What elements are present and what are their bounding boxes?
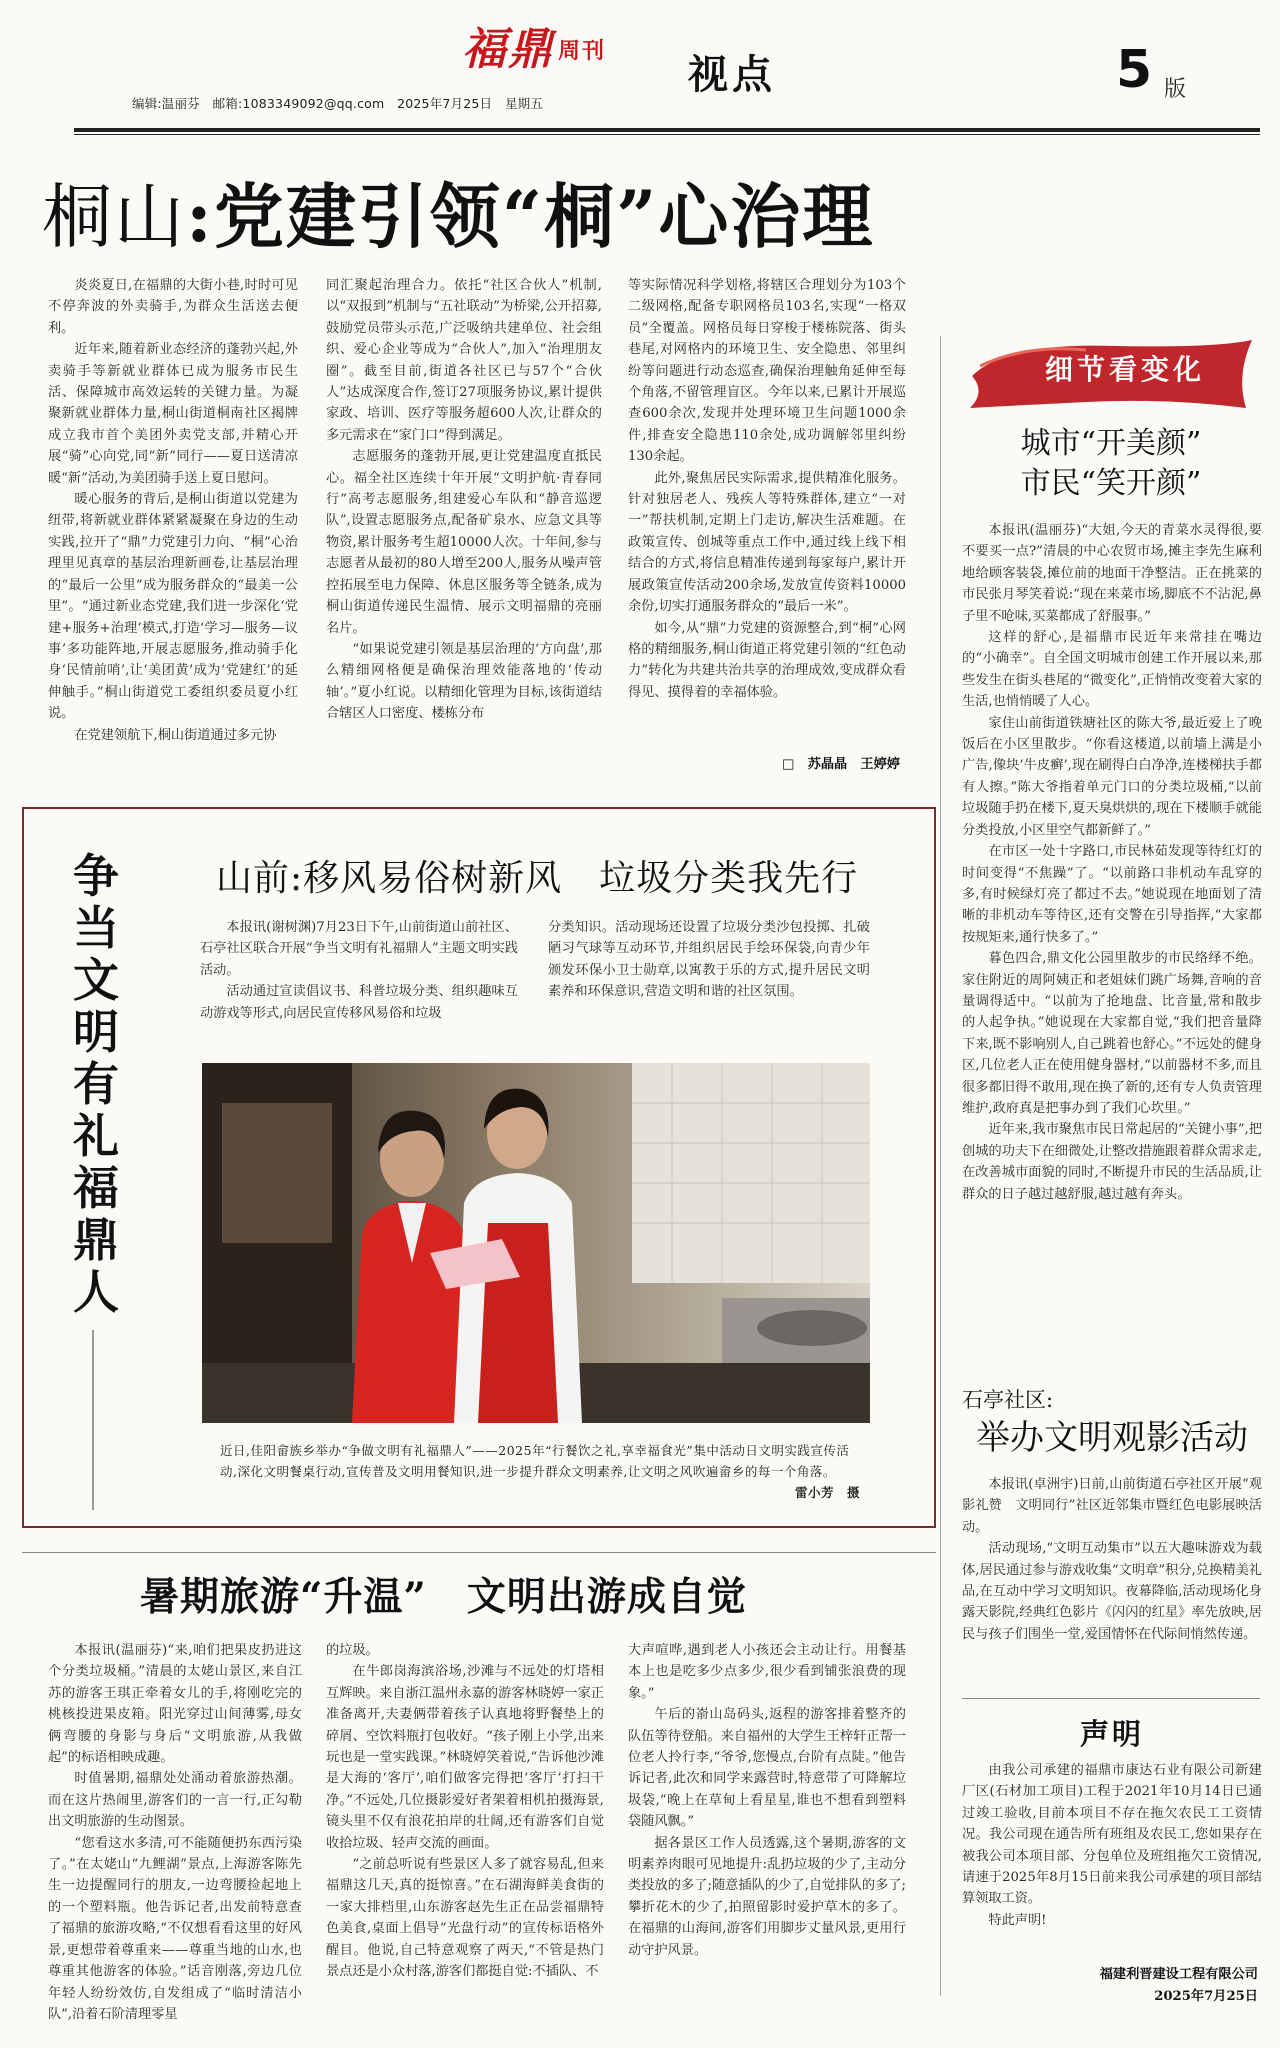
lead-paragraph: 暖心服务的背后,是桐山街道以党建为纽带,将新就业群体紧紧凝聚在身边的生动实践,拉开了“鼎”力党建引力向、“桐”心治理里见真章的基层治理新画卷,让基层治理的“最后一公里”成为服务群众的“最美一公里”。“通过新业态党建,我们进一步深化‘党建+服务+治理’模式,打造‘学习—服务—议事’多功能阵地,开展志愿服务,推动骑手化身‘民情前哨’,让‘美团黄’成为‘党建红’的延伸触手。”桐山街道党工委组织委员夏小红说。 (48, 492, 298, 722)
notice-date: 2025年7月25日 (1154, 1989, 1258, 2004)
banner-title: 细节看变化 (1044, 353, 1205, 386)
lead-paragraph: 在党建领航下,桐山街道通过多元协 (74, 727, 277, 743)
right-paragraph: 家住山前街道铁塘社区的陈大爷,最近爱上了晚饭后在小区里散步。“你看这楼道,以前墙上满是小广告,像块‘牛皮癣’,现在刷得白白净净,连楼梯扶手都有人擦。”陈大爷指着单元门口的分类垃圾桶,“以前垃圾随手扔在楼下,夏天臭烘烘的,现在下楼顺手就能分类投放,小区里空气都新鲜了。” (962, 715, 1262, 838)
feature-paragraph: 分类知识。活动现场还设置了垃圾分类沙包投掷、扎破陋习气球等互动环节,并组织居民手绘环保袋,向青少年颁发环保小卫士勋章,以寓教于乐的方式,提升居民文明素养和环保意识,营造文明和谐的社区氛围。 (548, 920, 870, 1000)
tourism-paragraph: “您看这水多清,可不能随便扔东西污染了。”在太姥山“九鲤湖”景点,上海游客陈先生一边提醒同行的朋友,一边弯腰捡起地上的一个塑料瓶。他告诉记者,出发前特意查了福鼎的旅游攻略,“不仅想看看这里的好风景,更想带着尊重来——尊重当地的山水,也尊重其他游客的体验。”话音刚落,旁边几位年轻人纷纷效仿,自发组成了“临时清洁小队”,沿着石阶清理零星 (48, 1835, 302, 2022)
shiting-label: 石亭社区: (962, 1388, 1054, 1412)
notice-paragraph: 由我公司承建的福鼎市康达石业有限公司新建厂区(石材加工项目)工程于2021年10月14日已通过竣工验收,目前本项目不存在拖欠农民工工资情况。我公司现在通告所有班组及农民工,您如果存在被我公司本项目部、分包单位及班组拖欠工资情况,请速于2025年8月15日前来我公司承建的项目部结算领取工资。 (962, 1763, 1262, 1907)
notice-body (962, 1760, 1262, 1960)
right-paragraph: 本报讯(温丽芬)“大姐,今天的青菜水灵得很,要不要买一点?”清晨的中心农贸市场,摊主李先生麻利地给顾客装袋,摊位前的地面干净整洁。正在挑菜的市民张月琴笑着说:“现在来菜市场,脚底不不沾泥,鼻子里不呛味,买菜都成了舒服事。” (962, 523, 1262, 624)
notice-company: 福建利晋建设工程有限公司 (1099, 1967, 1258, 1982)
notice-rule (962, 1698, 1260, 1699)
lead-headline-colon: : (186, 175, 214, 258)
lead-paragraph: 此外,聚焦居民实际需求,提供精准化服务。针对独居老人、残疾人等特殊群体,建立“一对一”帮扶机制,定期上门走访,解决生活难题。在政策宣传、创城等重点工作中,通过线上线下相结合的方式,将信息精准传递到每家每户,累计开展政策宣传活动200余场,发放宣传资料10000余份,切实打通服务群众的“最后一米”。 (628, 470, 906, 615)
masthead-info: 编辑:温丽芬 邮箱:1083349092@qq.com 2025年7月25日 星期五 (132, 96, 544, 111)
lead-paragraph: 近年来,随着新业态经济的蓬勃兴起,外卖骑手等新就业群体已成为服务市民生活、保障城市高效运转的关键力量。为凝聚新就业群体力量,桐山街道桐南社区揭牌成立我市首个美团外卖党支部,并精心开展“骑”心向党,同“新”同行——夏日送清凉暖“新”活动,为美团骑手送上夏日慰问。 (48, 342, 298, 486)
page-number: 5 (1116, 40, 1153, 100)
right-article-body (962, 520, 1262, 1350)
right-headline-line1: 城市“开美颜” (1020, 426, 1202, 461)
feature-headline: 山前:移风易俗树新风 垃圾分类我先行 (216, 858, 859, 899)
tourism-paragraph: 本报讯(温丽芬)“来,咱们把果皮扔进这个分类垃圾桶。”清晨的太姥山景区,来自江苏的游客王琪正牵着女儿的手,将刚吃完的桃核投进果皮箱。阳光穿过山间薄雾,母女俩弯腰的身影与身后“文明旅游,从我做起”的标语相映成趣。 (48, 1643, 302, 1766)
lead-headline (42, 175, 874, 259)
notice-signature (1080, 1964, 1258, 2008)
right-headline-line2: 市民“笑开颜” (1020, 466, 1202, 501)
right-paragraph: 近年来,我市聚焦市民日常起居的“关键小事”,把创城的功夫下在细微处,让整改措施跟着群众需求走,在改善城市面貌的同时,不断提升市民的生活品质,让群众的日子越过越舒服,越过越有奔头。 (962, 1122, 1262, 1202)
tourism-column-3 (628, 1640, 906, 2030)
lead-column-2 (326, 275, 602, 775)
feature-paragraph: 本报讯(谢树渊)7月23日下午,山前街道山前社区、石亭社区联合开展“争当文明有礼福鼎人”主题文明实践活动。 (200, 920, 518, 978)
lead-paragraph: 如今,从“鼎”力党建的资源整合,到“桐”心网格的精细服务,桐山街道正将党建引领的“红色动力”转化为共建共治共享的治理成效,变成群众看得见、摸得着的幸福体验。 (628, 620, 906, 700)
lead-paragraph: 同汇聚起治理合力。依托“社区合伙人”机制,以“双报到”机制与“五社联动”为桥梁,公开招募,鼓励党员带头示范,广泛吸纳共建单位、社会组织、爱心企业等成为“合伙人”,加入“治理朋友圈”。截至目前,街道各社区已与57个“合伙人”达成深度合作,签订27项服务协议,累计提供家政、培训、医疗等服务超600人次,让群众的多元需求在“家门口”得到满足。 (326, 278, 602, 443)
feature-column-2 (548, 917, 870, 1047)
lead-column-3 (628, 275, 906, 753)
tourism-paragraph: “之前总听说有些景区人多了就容易乱,但来福鼎这几天,真的挺惊喜。”在石湖海鲜美食街的一家大排档里,山东游客赵先生正在品尝福鼎特色美食,桌面上倡导“光盘行动”的宣传标语格外醒目。他说,自己特意观察了两天,“不管是热门景点还是小众村落,游客们都挺自觉:不插队、不 (326, 1857, 604, 1980)
photo-caption-text: 近日,佳阳畲族乡举办“争做文明有礼福鼎人”——2025年“行餐饮之礼,享幸福食光”集中活动日文明实践宣传活动,深化文明餐桌行动,宣传普及文明用餐知识,进一步提升群众文明素养,让文明之风吹遍畲乡的每一个角落。 (220, 1443, 850, 1479)
feature-column-1 (200, 917, 518, 1047)
tourism-paragraph: 据各景区工作人员透露,这个暑期,游客的文明素养肉眼可见地提升:乱扔垃圾的少了,主动分类投放的多了;随意插队的少了,自觉排队的多了;攀折花木的少了,拍照留影时爱护草木的多了。在福鼎的山海间,游客们用脚步丈量风景,更用行动守护风景。 (628, 1835, 906, 1958)
lead-headline-place: 桐山 (42, 176, 186, 258)
lead-paragraph: “如果说党建引领是基层治理的‘方向盘’,那么精细网格便是确保治理效能落地的‘传动轴’。”夏小红说。以精细化管理为目标,该街道结合辖区人口密度、楼栋分布 (326, 641, 602, 722)
lead-paragraph: 炎炎夏日,在福鼎的大街小巷,时时可见不停奔波的外卖骑手,为群众生活送去便利。 (48, 278, 298, 336)
shiting-body (962, 1474, 1262, 1694)
brand-suffix: 周刊 (558, 38, 607, 64)
lead-column-1 (48, 275, 298, 775)
news-photo (202, 1063, 870, 1423)
photo-credit: 雷小芳 摄 (794, 1485, 860, 1500)
tourism-paragraph: 午后的嵛山岛码头,返程的游客排着整齐的队伍等待登船。来自福州的大学生王梓轩正帮一位老人拎行李,“爷爷,您慢点,台阶有点陡。”他告诉记者,此次和同学来露营时,特意带了可降解垃圾袋,“晚上在草甸上看星星,谁也不想看到塑料袋随风飘。” (628, 1707, 906, 1830)
shiting-headline: 举办文明观影活动 (976, 1418, 1248, 1458)
right-paragraph: 在市区一处十字路口,市民林茹发现等待红灯的时间变得“不焦躁”了。“以前路口非机动车乱穿的多,有时候绿灯亮了都过不去。”她说现在地面划了清晰的非机动车等待区,还有交警在引导指挥,“大家都按规矩来,通行快多了。” (962, 844, 1262, 945)
lead-paragraph: 志愿服务的蓬勃开展,更让党建温度直抵民心。福全社区连续十年开展“文明护航·青春同行”高考志愿服务,组建爱心车队和“静音巡逻队”,设置志愿服务点,配备矿泉水、应急文具等物资,累计服务考生超10000人次。十年间,参与志愿者从最初的80人增至200人,服务从噪声管控拓展至电力保障、休息区服务等全链条,成为桐山街道传递民生温情、展示文明福鼎的亮丽名片。 (326, 449, 602, 636)
column-divider (940, 336, 941, 1996)
shiting-paragraph: 本报讯(卓洲宇)日前,山前街道石亭社区开展“观影礼赞 文明同行”社区近邻集市暨红色电影展映活动。 (962, 1477, 1262, 1535)
right-paragraph: 这样的舒心,是福鼎市民近年来常挂在嘴边的“小确幸”。自全国文明城市创建工作开展以来,那些发生在街头巷尾的“微变化”,正悄悄改变着大家的生活,也悄悄暖了人心。 (962, 630, 1262, 710)
tourism-paragraph: 在牛郎岗海滨浴场,沙滩与不远处的灯塔相互辉映。来自浙江温州永嘉的游客林晓婷一家正准备离开,夫妻俩带着孩子认真地将野餐垫上的碎屑、空饮料瓶打包收好。“孩子刚上小学,出来玩也是一堂实践课。”林晓婷笑着说,“告诉他沙滩是大海的‘客厅’,咱们做客完得把‘客厅’打扫干净。”不远处,几位摄影爱好者架着相机拍摄海景,镜头里不仅有浪花拍岸的壮阔,还有游客们自觉收拾垃圾、轻声交流的画面。 (326, 1664, 604, 1851)
tourism-column-1 (48, 1640, 302, 2030)
right-paragraph: 暮色四合,鼎文化公园里散步的市民络绎不绝。家住附近的周阿姨正和老姐妹们跳广场舞,音响的音量调得适中。“以前为了抢地盘、比音量,常和散步的人起争执。”她说现在大家都自觉,“我们把音量降下来,既不影响别人,自己跳着也舒心。”不远处的健身区,几位老人正在使用健身器材,“以前器材不多,而且很多都旧得不敢用,现在换了新的,还有专人负责管理维护,政府真是把事办到了我们心坎里。” (962, 951, 1262, 1116)
notice-title: 声明 (1079, 1717, 1144, 1751)
shiting-paragraph: 活动现场,“文明互动集市”以五大趣味游戏为载体,居民通过参与游戏收集“文明章”积分,兑换精美礼品,在互动中学习文明知识。夜幕降临,活动现场化身露天影院,经典红色影片《闪闪的红星》率先放映,居民与孩子们围坐一堂,爱国情怀在代际间悄然传递。 (962, 1541, 1262, 1642)
brand-logo (462, 26, 606, 75)
vertical-rule (92, 1330, 94, 1510)
right-headline (966, 424, 1256, 504)
tourism-paragraph: 的垃圾。 (326, 1643, 379, 1658)
tourism-top-rule (22, 1552, 936, 1553)
lead-paragraph: 等实际情况科学划格,将辖区合理划分为103个二级网格,配备专职网格员103名,实现“一格双员”全覆盖。网格员每日穿梭于楼栋院落、街头巷尾,对网格内的环境卫生、安全隐患、邻里纠纷等问题进行动态巡查,确保治理触角延伸至每个角落,不留管理盲区。今年以来,已累计开展巡查600余次,发现并处理环境卫生问题1000余件,排查安全隐患110余处,成功调解邻里纠纷130余起。 (628, 278, 906, 465)
feature-vertical-title: 争当文明有礼福鼎人 (73, 849, 119, 1319)
lead-byline: □ 苏晶晶 王婷婷 (782, 757, 900, 772)
photo-caption (220, 1440, 860, 1503)
masthead-rule-thin (74, 134, 1260, 135)
lead-headline-text: 党建引领“桐”心治理 (213, 175, 875, 258)
news-photo-drawing (202, 1063, 870, 1423)
masthead-rule (74, 128, 1260, 132)
brand-name: 福鼎 (462, 24, 554, 75)
tourism-column-2 (326, 1640, 604, 2030)
section-title: 视点 (688, 52, 776, 98)
notice-paragraph: 特此声明! (988, 1912, 1047, 1928)
page-suffix: 版 (1164, 77, 1187, 102)
tourism-paragraph: 大声喧哗,遇到老人小孩还会主动让行。用餐基本上也是吃多少点多少,很少看到铺张浪费的现象。” (628, 1643, 906, 1701)
feature-paragraph: 活动通过宣读倡议书、科普垃圾分类、组织趣味互动游戏等形式,向居民宣传移风易俗和垃圾 (200, 984, 518, 1021)
tourism-headline: 暑期旅游“升温” 文明出游成自觉 (140, 1574, 747, 1620)
tourism-paragraph: 时值暑期,福鼎处处涌动着旅游热潮。而在这片热闹里,游客们的一言一行,正勾勒出文明旅游的生动图景。 (48, 1771, 302, 1830)
